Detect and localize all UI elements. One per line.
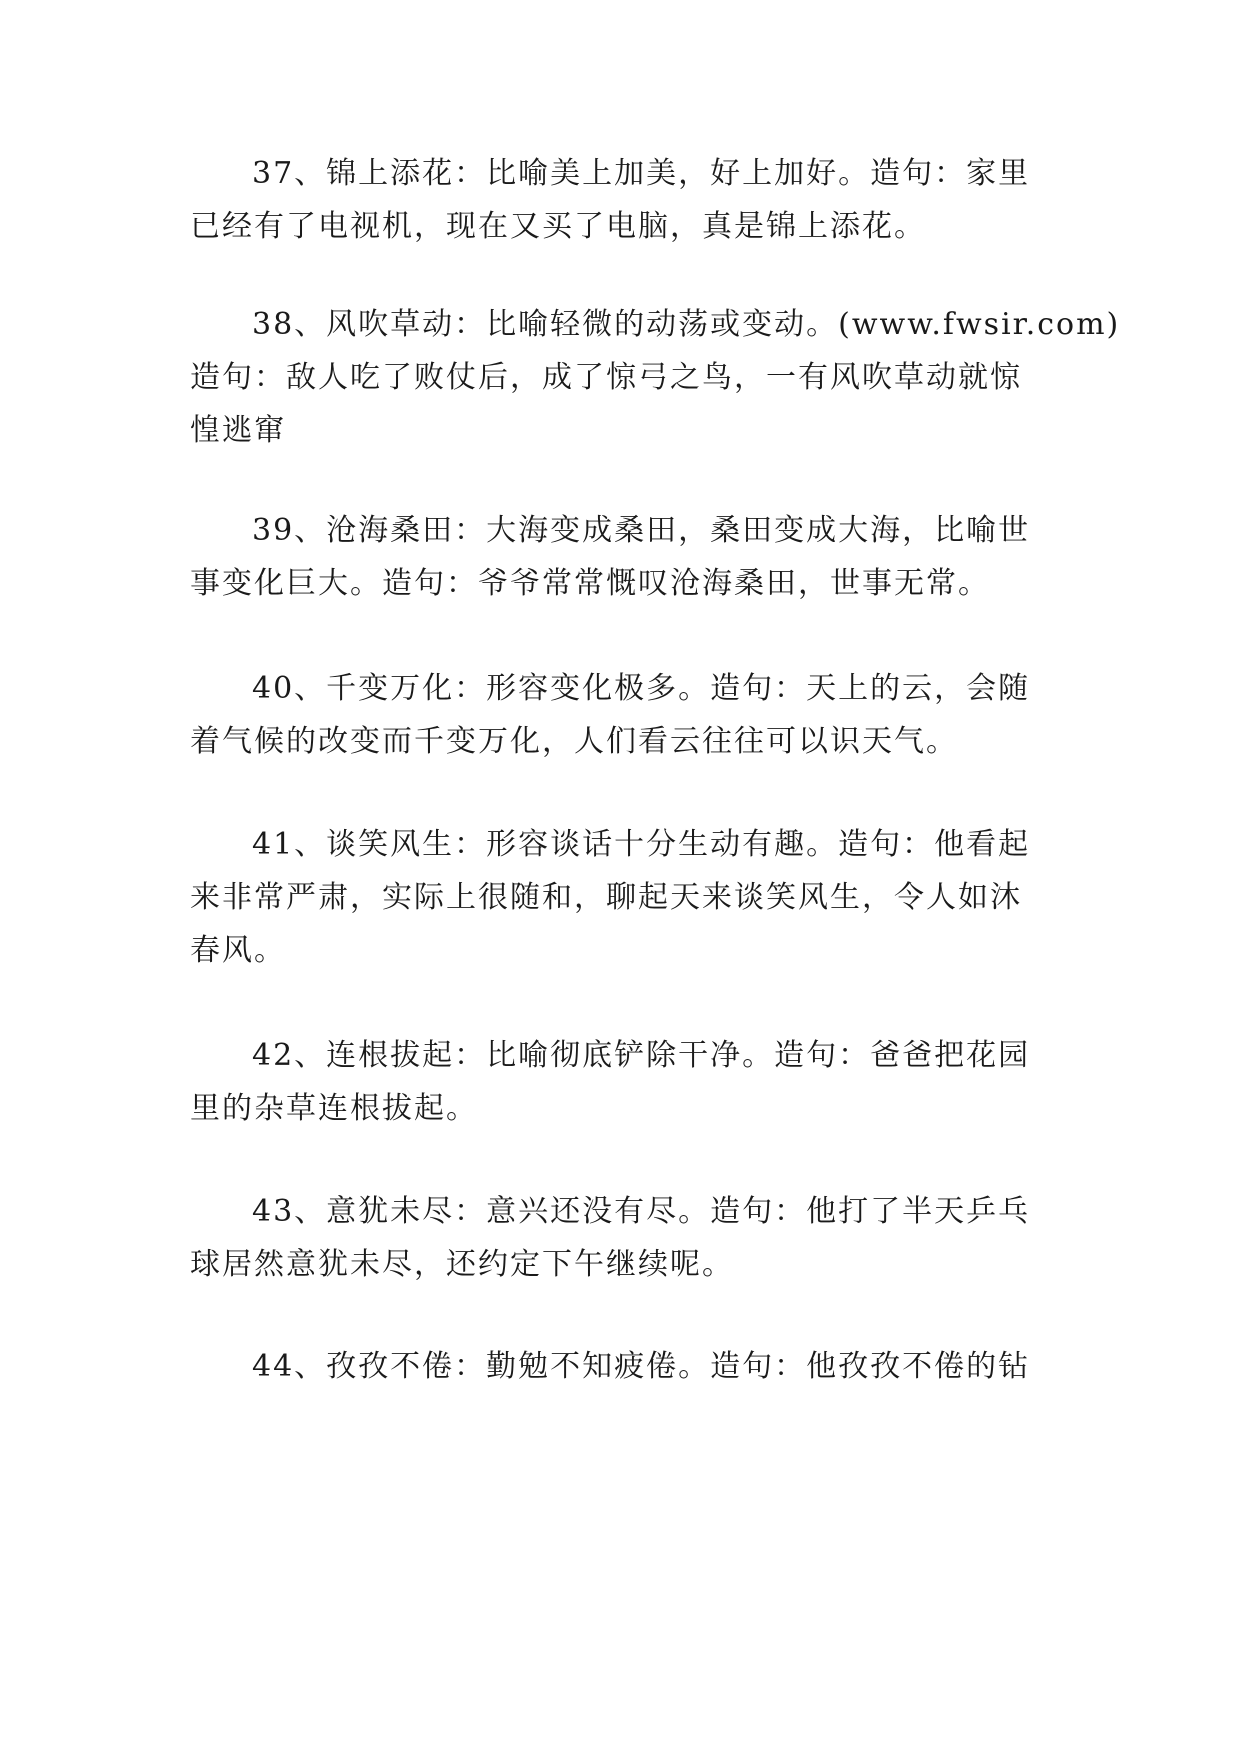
entry-line: 38、风吹草动：比喻轻微的动荡或变动。(www.fwsir.com) xyxy=(252,307,1121,342)
entry-40 xyxy=(190,662,1058,768)
entry-line: 37、锦上添花：比喻美上加美，好上加好。造句：家里 xyxy=(252,156,1031,191)
entry-line: 42、连根拔起：比喻彻底铲除干净。造句：爸爸把花园 xyxy=(252,1038,1031,1073)
entry-line: 39、沧海桑田：大海变成桑田，桑田变成大海，比喻世 xyxy=(252,513,1031,548)
entry-line: 春风。 xyxy=(190,933,286,968)
entry-line: 惶逃窜 xyxy=(190,413,286,448)
entry-42 xyxy=(190,1029,1058,1135)
entry-line: 44、孜孜不倦：勤勉不知疲倦。造句：他孜孜不倦的钻 xyxy=(252,1349,1031,1384)
entry-line: 里的杂草连根拔起。 xyxy=(190,1091,478,1126)
entry-44 xyxy=(190,1340,1058,1393)
entry-line: 来非常严肃，实际上很随和，聊起天来谈笑风生，令人如沐 xyxy=(190,880,1022,915)
entry-39 xyxy=(190,504,1058,610)
entry-line: 着气候的改变而千变万化，人们看云往往可以识天气。 xyxy=(190,724,958,759)
entry-line: 造句：敌人吃了败仗后，成了惊弓之鸟，一有风吹草动就惊 xyxy=(190,360,1022,395)
entry-43 xyxy=(190,1185,1058,1291)
entry-line: 已经有了电视机，现在又买了电脑，真是锦上添花。 xyxy=(190,209,926,244)
entry-line: 41、谈笑风生：形容谈话十分生动有趣。造句：他看起 xyxy=(252,827,1031,862)
entry-line: 40、千变万化：形容变化极多。造句：天上的云，会随 xyxy=(252,671,1031,706)
entry-line: 43、意犹未尽：意兴还没有尽。造句：他打了半天乒乓 xyxy=(252,1194,1031,1229)
entry-41 xyxy=(190,818,1058,977)
entry-37 xyxy=(190,147,1058,253)
entry-line: 球居然意犹未尽，还约定下午继续呢。 xyxy=(190,1247,734,1282)
entry-38 xyxy=(190,298,1121,457)
entry-line: 事变化巨大。造句：爷爷常常慨叹沧海桑田，世事无常。 xyxy=(190,566,990,601)
